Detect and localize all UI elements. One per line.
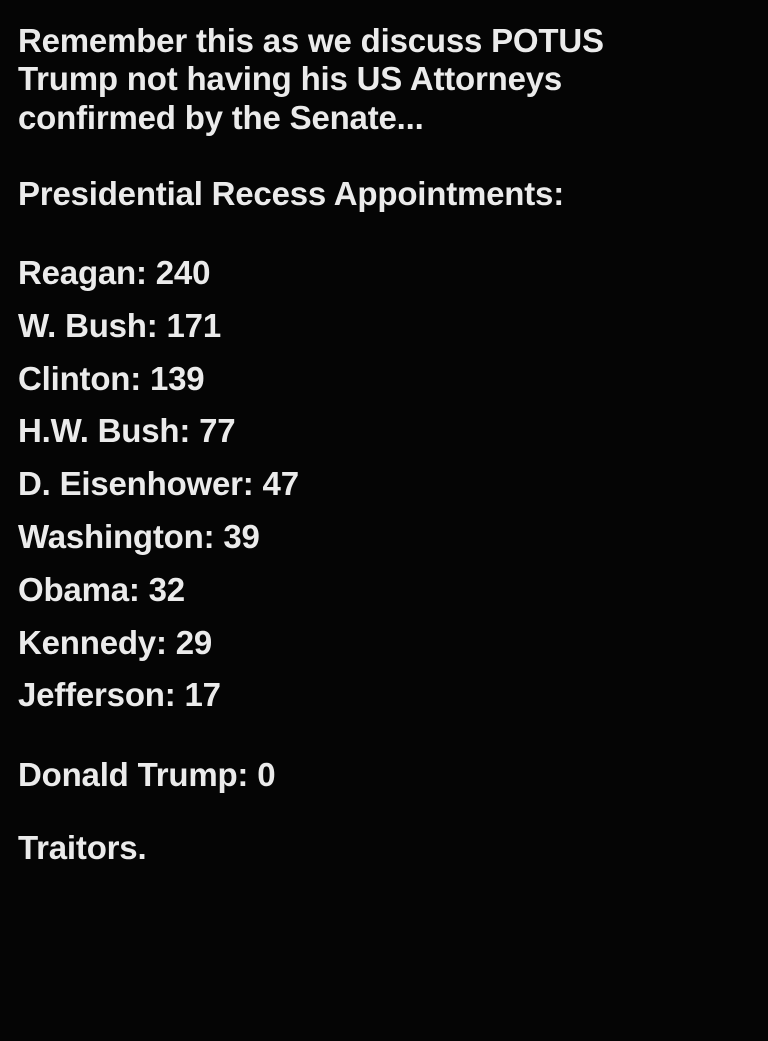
list-item: Jefferson: 17 xyxy=(18,676,221,714)
spacer-before-closing xyxy=(18,795,750,829)
list-item: H.W. Bush: 77 xyxy=(18,412,236,450)
list-item: Reagan: 240 xyxy=(18,254,211,292)
spacer-after-heading xyxy=(18,213,750,247)
trump-entry: Donald Trump: 0 xyxy=(18,756,276,794)
spacer-after-intro xyxy=(18,137,750,175)
list-item: W. Bush: 171 xyxy=(18,306,221,344)
list-item: D. Eisenhower: 47 xyxy=(18,465,299,503)
intro-paragraph xyxy=(18,22,750,137)
list-item: Obama: 32 xyxy=(18,570,185,608)
list-item: Clinton: 139 xyxy=(18,359,205,397)
recess-appointments-list xyxy=(18,247,750,722)
list-item: Kennedy: 29 xyxy=(18,623,213,661)
list-item: Washington: 39 xyxy=(18,518,260,556)
section-heading: Presidential Recess Appointments: xyxy=(18,174,564,212)
intro-line-2: Trump not having his US Attorneys xyxy=(18,60,563,98)
intro-line-3: confirmed by the Senate... xyxy=(18,98,424,136)
spacer-before-trump xyxy=(18,722,750,756)
closing-statement: Traitors. xyxy=(18,828,147,866)
intro-line-1: Remember this as we discuss POTUS xyxy=(18,22,604,59)
